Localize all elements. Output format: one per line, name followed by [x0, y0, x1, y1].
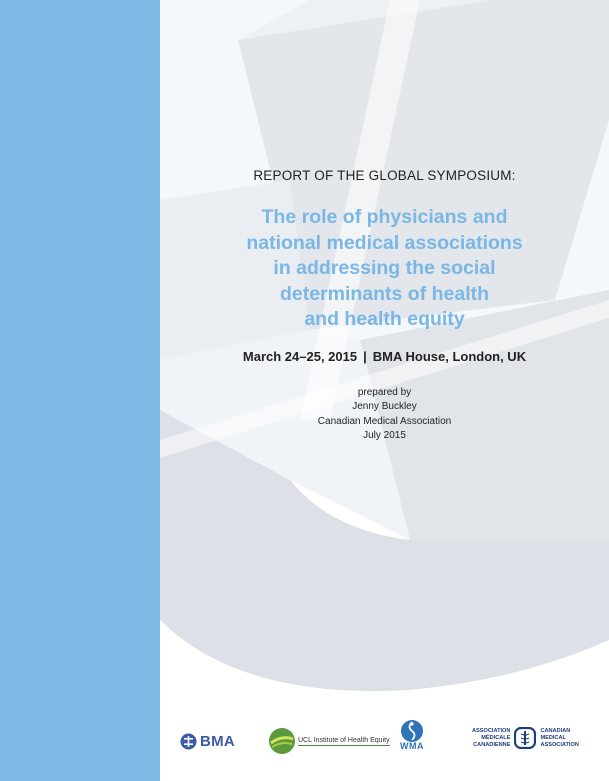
- ucl-globe-icon: [268, 727, 296, 755]
- title-line: determinants of health: [279, 282, 490, 305]
- wma-logo: [400, 719, 424, 751]
- event-details: [162, 349, 607, 364]
- cma-french-name: ASSOCIATION MÉDICALE CANADIENNE: [472, 727, 511, 748]
- author-organization: Canadian Medical Association: [317, 415, 452, 427]
- wma-globe-icon: [400, 719, 424, 743]
- cma-logo: [472, 727, 579, 749]
- title-line: and health equity: [304, 308, 465, 330]
- title-line: in addressing the social: [273, 257, 496, 279]
- ucl-logo-text: UCL Institute of Health Equity: [298, 736, 390, 744]
- partner-logos: [160, 715, 609, 775]
- ucl-logo: [268, 727, 390, 755]
- cover-text-block: [162, 168, 607, 444]
- publication-date: July 2015: [363, 430, 406, 441]
- bma-logo-text: BMA: [200, 733, 236, 750]
- title-line: The role of physicians and: [261, 206, 508, 228]
- prepared-by-label: prepared by: [357, 386, 412, 398]
- event-venue: BMA House, London, UK: [372, 348, 527, 364]
- left-blue-band: [0, 0, 160, 781]
- event-dates: March 24–25, 2015: [242, 348, 358, 364]
- event-separator: |: [363, 348, 367, 364]
- wma-logo-text: WMA: [400, 741, 424, 751]
- report-label: REPORT OF THE GLOBAL SYMPOSIUM:: [253, 168, 516, 183]
- bma-logo: [180, 733, 235, 750]
- prepared-by-block: [162, 386, 607, 444]
- title-line: national medical associations: [246, 231, 523, 254]
- bma-emblem-icon: [180, 733, 197, 750]
- cma-english-name: CANADIAN MEDICAL ASSOCIATION: [540, 727, 579, 748]
- author-name: Jenny Buckley: [352, 401, 417, 412]
- report-title: [162, 205, 607, 333]
- cma-caduceus-icon: [514, 727, 536, 749]
